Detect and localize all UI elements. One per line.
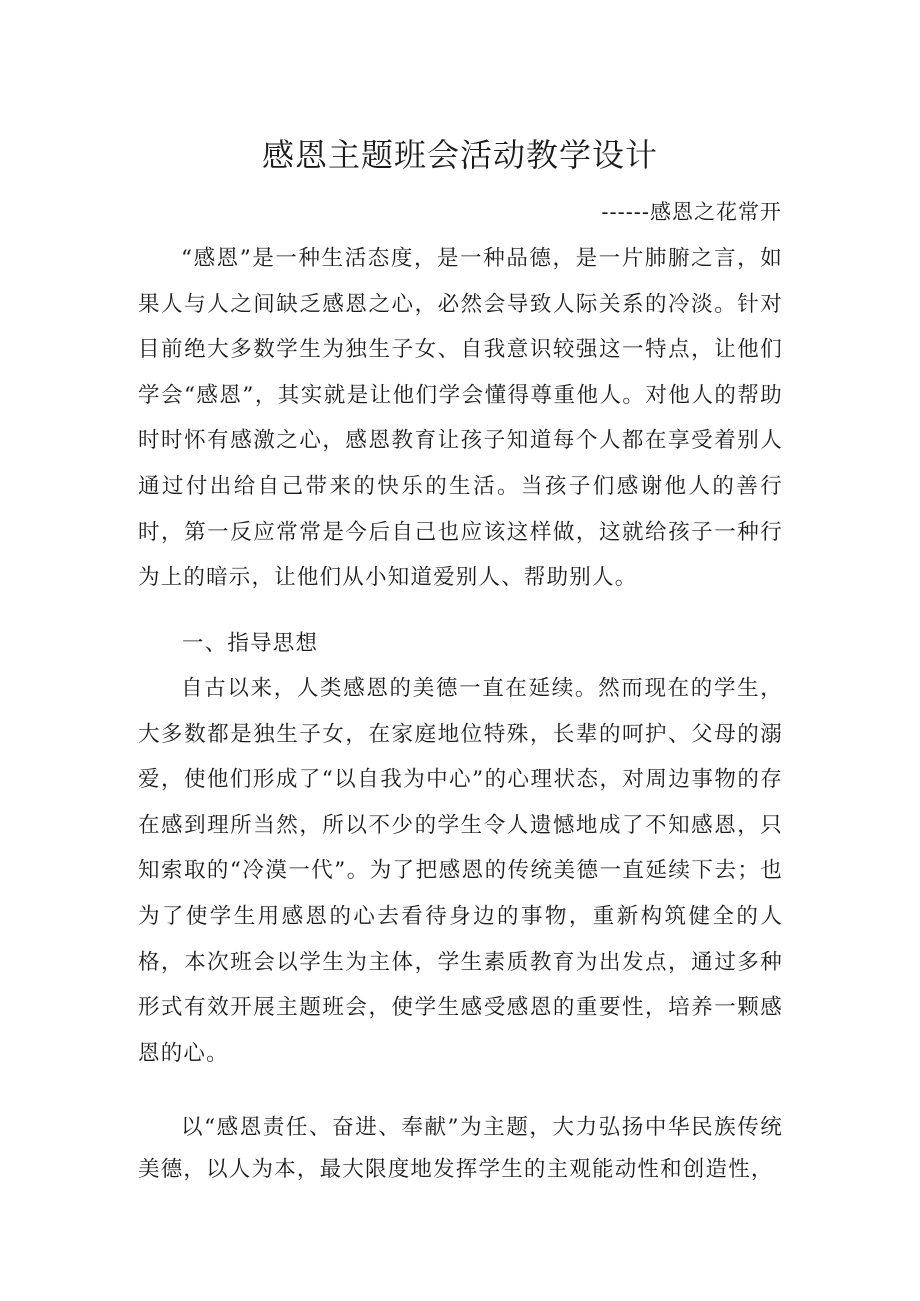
section-heading-guiding-thought: 一、指导思想 <box>182 631 319 656</box>
document-title: 感恩主题班会活动教学设计 <box>261 136 658 174</box>
intro-paragraph: “感恩”是一种生活态度，是一种品德，是一片肺腑之言，如果人与人之间缺乏感恩之心，必然会导致人际关系的冷淡。针对目前绝大多数学生为独生子女、自我意识较强这一特点，让他们学会“感恩”，其实就是让他们学会懂得尊重他人。对他人的帮助时时怀有感激之心，感恩教育让孩子知道每个人都在享受着别人通过付出给自己带来的快乐的生活。当孩子们感谢他人的善行时，第一反应常常是今后自己也应该这样做，这就给孩子一种行为上的暗示，让他们从小知道爱别人、帮助别人。 <box>138 246 783 591</box>
theme-paragraph: 以“感恩责任、奋进、奉献”为主题，大力弘扬中华民族传统美德，以人为本，最大限度地发挥学生的主观能动性和创造性， <box>138 1115 783 1182</box>
guiding-paragraph: 自古以来，人类感恩的美德一直在延续。然而现在的学生，大多数都是独生子女，在家庭地位特殊，长辈的呵护、父母的溺爱，使他们形成了“以自我为中心”的心理状态，对周边事物的存在感到理所当然，所以不少的学生令人遗憾地成了不知感恩，只知索取的“冷漠一代”。为了把感恩的传统美德一直延续下去；也为了使学生用感恩的心去看待身边的事物，重新构筑健全的人格，本次班会以学生为主体，学生素质教育为出发点，通过多种形式有效开展主题班会，使学生感受感恩的重要性，培养一颗感恩的心。 <box>138 676 783 1066</box>
theme-section <box>138 1107 783 1191</box>
document-subtitle: ------感恩之花常开 <box>601 200 782 224</box>
intro-section <box>138 236 783 601</box>
guiding-section <box>138 666 783 1076</box>
